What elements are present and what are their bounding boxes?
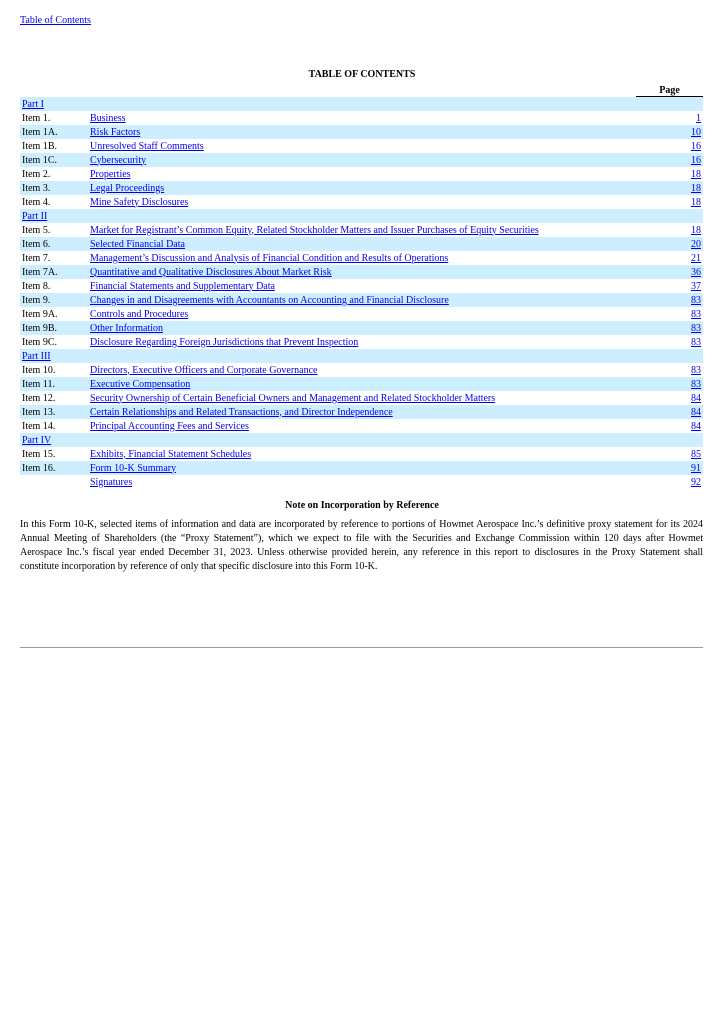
item-title-link[interactable]: Quantitative and Qualitative Disclosures About Market Risk xyxy=(90,266,332,278)
toc-title: TABLE OF CONTENTS xyxy=(308,69,416,80)
page-column-header: Page xyxy=(636,85,703,97)
toc-page-cell xyxy=(679,167,703,181)
page-number-link[interactable]: 20 xyxy=(691,238,701,250)
item-number: Item 14. xyxy=(22,420,56,432)
page-number-link[interactable]: 92 xyxy=(691,476,701,488)
toc-page-cell xyxy=(679,377,703,391)
item-number: Item 1A. xyxy=(20,125,88,139)
page-number-link[interactable]: 84 xyxy=(691,420,701,432)
page-number-link[interactable]: 84 xyxy=(691,406,701,418)
note-title: Note on Incorporation by Reference xyxy=(285,500,439,511)
toc-title-cell xyxy=(88,335,679,349)
toc-title-cell xyxy=(88,167,679,181)
toc-page-cell xyxy=(679,447,703,461)
item-title-link[interactable]: Other Information xyxy=(90,322,164,334)
item-title-link[interactable]: Selected Financial Data xyxy=(90,238,185,250)
toc-title-cell xyxy=(88,153,679,167)
item-number: Item 5. xyxy=(22,224,51,236)
item-number: Item 6. xyxy=(20,237,88,251)
page-number-link[interactable]: 18 xyxy=(691,168,701,180)
toc-row xyxy=(20,293,703,307)
toc-row xyxy=(20,111,703,125)
page-number-link[interactable]: 16 xyxy=(691,154,701,166)
item-title-link[interactable]: Executive Compensation xyxy=(90,378,191,390)
item-number: Item 12. xyxy=(22,392,56,404)
item-title-link[interactable]: Principal Accounting Fees and Services xyxy=(90,420,249,432)
toc-page-cell xyxy=(679,237,703,251)
toc-part-row xyxy=(20,209,703,223)
toc-row xyxy=(20,139,703,153)
item-number: Item 2. xyxy=(22,168,51,180)
page-number-link[interactable]: 18 xyxy=(691,182,701,194)
toc-page-cell xyxy=(679,307,703,321)
toc-row xyxy=(20,279,703,293)
item-number: Item 9A. xyxy=(22,308,58,320)
toc-page-cell xyxy=(679,125,703,139)
toc-row xyxy=(20,181,703,195)
toc-row xyxy=(20,195,703,209)
toc-row xyxy=(20,377,703,391)
toc-page-cell xyxy=(679,475,703,489)
item-title-link[interactable]: Security Ownership of Certain Beneficial Owners and Management and Related Stockholder Matters xyxy=(90,392,496,404)
toc-page-cell xyxy=(679,153,703,167)
toc-row xyxy=(20,447,703,461)
item-number: Item 7A. xyxy=(20,265,88,279)
toc-row xyxy=(20,475,703,489)
toc-row xyxy=(20,251,703,265)
item-title-link[interactable]: Directors, Executive Officers and Corporate Governance xyxy=(90,364,318,376)
item-number: Item 9C. xyxy=(22,336,57,348)
toc-title-cell xyxy=(88,111,679,125)
item-title-link[interactable]: Disclosure Regarding Foreign Jurisdictions that Prevent Inspection xyxy=(90,336,359,348)
page-number-link[interactable]: 83 xyxy=(691,364,701,376)
item-title-link[interactable]: Form 10-K Summary xyxy=(90,462,177,474)
page-number-link[interactable]: 18 xyxy=(691,224,701,236)
toc-row xyxy=(20,125,703,139)
page-number-link[interactable]: 16 xyxy=(691,140,701,152)
item-title-link[interactable]: Market for Registrant’s Common Equity, Related Stockholder Matters and Issuer Purchases of Equity Securities xyxy=(90,224,539,236)
toc-page-cell xyxy=(679,139,703,153)
item-title-link[interactable]: Mine Safety Disclosures xyxy=(90,196,189,208)
toc-page-cell xyxy=(679,391,703,405)
toc-title-cell xyxy=(88,125,679,139)
page-number-link[interactable]: 83 xyxy=(691,336,701,348)
toc-title-cell xyxy=(88,419,679,433)
toc-body xyxy=(20,97,703,489)
toc-page-cell xyxy=(679,223,703,237)
toc-title-cell xyxy=(88,251,679,265)
toc-title-cell xyxy=(88,265,679,279)
toc-page-cell xyxy=(679,335,703,349)
toc-page-cell xyxy=(679,293,703,307)
toc-part-cell xyxy=(20,349,703,363)
item-number: Item 15. xyxy=(22,448,56,460)
toc-title-cell xyxy=(88,461,679,475)
toc-title-cell xyxy=(88,391,679,405)
toc-page-cell xyxy=(679,419,703,433)
item-number: Item 10. xyxy=(22,364,56,376)
toc-title-cell xyxy=(88,195,679,209)
toc-row xyxy=(20,391,703,405)
toc-title-cell xyxy=(88,237,679,251)
toc-page-cell xyxy=(679,181,703,195)
toc-title-cell xyxy=(88,377,679,391)
page-number-link[interactable]: 84 xyxy=(691,392,701,404)
toc-row xyxy=(20,223,703,237)
page-number-link[interactable]: 83 xyxy=(691,378,701,390)
page-number-link[interactable]: 36 xyxy=(691,266,701,278)
item-title-link[interactable]: Management’s Discussion and Analysis of Financial Condition and Results of Operations xyxy=(90,252,449,264)
item-number: Item 16. xyxy=(20,461,88,475)
item-title-link[interactable]: Business xyxy=(90,112,126,124)
item-title-link[interactable]: Changes in and Disagreements with Accountants on Accounting and Financial Disclosure xyxy=(90,294,449,306)
toc-row xyxy=(20,461,703,475)
item-number: Item 7. xyxy=(22,252,51,264)
item-number: Item 3. xyxy=(20,181,88,195)
toc-row xyxy=(20,321,703,335)
toc-part-row xyxy=(20,349,703,363)
toc-title-cell xyxy=(88,475,679,489)
page-number-link[interactable]: 91 xyxy=(691,462,701,474)
toc-page-cell xyxy=(679,265,703,279)
toc-title-cell xyxy=(88,139,679,153)
item-number: Item 1. xyxy=(22,112,51,124)
toc-title-cell xyxy=(88,223,679,237)
toc-title-cell xyxy=(88,447,679,461)
item-title-link[interactable]: Legal Proceedings xyxy=(90,182,165,194)
toc-title-cell xyxy=(88,293,679,307)
item-title-link[interactable]: Cybersecurity xyxy=(90,154,147,166)
toc-row xyxy=(20,265,703,279)
toc-part-row xyxy=(20,433,703,447)
item-number: Item 1B. xyxy=(22,140,57,152)
page-number-link[interactable]: 85 xyxy=(691,448,701,460)
toc-page-cell xyxy=(679,195,703,209)
item-number xyxy=(20,475,88,489)
note-body: In this Form 10-K, selected items of information and data are incorporated by reference to portions of Howmet Aerospace Inc.’s definitive proxy statement for its 2024 Annual Meeting of Shareholders (the “Proxy Statement”), which we expect to file with the Securities and Exchange Commission within 120 days after Howmet Aerospace Inc.’s fiscal year ended December 31, 2023. Unless otherwise provided herein, any reference in this report to disclosures in the Proxy Statement shall constitute incorporation by reference of only that specific disclosure into this Form 10-K. xyxy=(20,519,703,572)
toc-part-cell xyxy=(20,209,703,223)
toc-title-cell xyxy=(88,405,679,419)
toc-table xyxy=(20,97,703,489)
part-heading-link[interactable]: Part III xyxy=(22,350,51,362)
part-heading-link[interactable]: Part II xyxy=(22,210,48,222)
toc-row xyxy=(20,419,703,433)
toc-page-cell xyxy=(679,251,703,265)
item-title-link[interactable]: Signatures xyxy=(90,476,133,488)
toc-row xyxy=(20,405,703,419)
item-number: Item 13. xyxy=(20,405,88,419)
part-heading-link[interactable]: Part IV xyxy=(22,434,52,446)
item-title-link[interactable]: Risk Factors xyxy=(90,126,141,138)
toc-row xyxy=(20,153,703,167)
item-title-link[interactable]: Certain Relationships and Related Transactions, and Director Independence xyxy=(90,406,393,418)
toc-title-cell xyxy=(88,363,679,377)
item-number: Item 1C. xyxy=(20,153,88,167)
item-number: Item 11. xyxy=(20,377,88,391)
page-number-link[interactable]: 21 xyxy=(691,252,701,264)
item-number: Item 8. xyxy=(22,280,51,292)
item-number: Item 4. xyxy=(22,196,51,208)
page-divider xyxy=(20,647,703,648)
item-title-link[interactable]: Financial Statements and Supplementary Data xyxy=(90,280,275,292)
toc-title-cell xyxy=(88,279,679,293)
page-number-link[interactable]: 1 xyxy=(696,112,701,124)
page-number-link[interactable]: 83 xyxy=(691,294,701,306)
page-number-link[interactable]: 18 xyxy=(691,196,701,208)
toc-title-cell xyxy=(88,307,679,321)
page-number-link[interactable]: 37 xyxy=(691,280,701,292)
item-title-link[interactable]: Exhibits, Financial Statement Schedules xyxy=(90,448,252,460)
item-title-link[interactable]: Unresolved Staff Comments xyxy=(90,140,204,152)
toc-row xyxy=(20,237,703,251)
toc-page-cell xyxy=(679,321,703,335)
toc-part-cell xyxy=(20,97,703,111)
toc-part-cell xyxy=(20,433,703,447)
toc-page-cell xyxy=(679,363,703,377)
item-title-link[interactable]: Controls and Procedures xyxy=(90,308,189,320)
item-title-link[interactable]: Properties xyxy=(90,168,131,180)
toc-row xyxy=(20,167,703,181)
toc-row xyxy=(20,335,703,349)
page-number-link[interactable]: 83 xyxy=(691,308,701,320)
table-of-contents-link[interactable]: Table of Contents xyxy=(20,15,91,26)
toc-part-row xyxy=(20,97,703,111)
item-number: Item 9. xyxy=(20,293,88,307)
toc-row xyxy=(20,363,703,377)
page-number-link[interactable]: 83 xyxy=(691,322,701,334)
toc-page-cell xyxy=(679,461,703,475)
toc-page-cell xyxy=(679,279,703,293)
toc-page-cell xyxy=(679,111,703,125)
item-number: Item 9B. xyxy=(20,321,88,335)
toc-title-cell xyxy=(88,321,679,335)
toc-row xyxy=(20,307,703,321)
toc-title-cell xyxy=(88,181,679,195)
page-number-link[interactable]: 10 xyxy=(691,126,701,138)
toc-page-cell xyxy=(679,405,703,419)
part-heading-link[interactable]: Part I xyxy=(22,98,44,110)
